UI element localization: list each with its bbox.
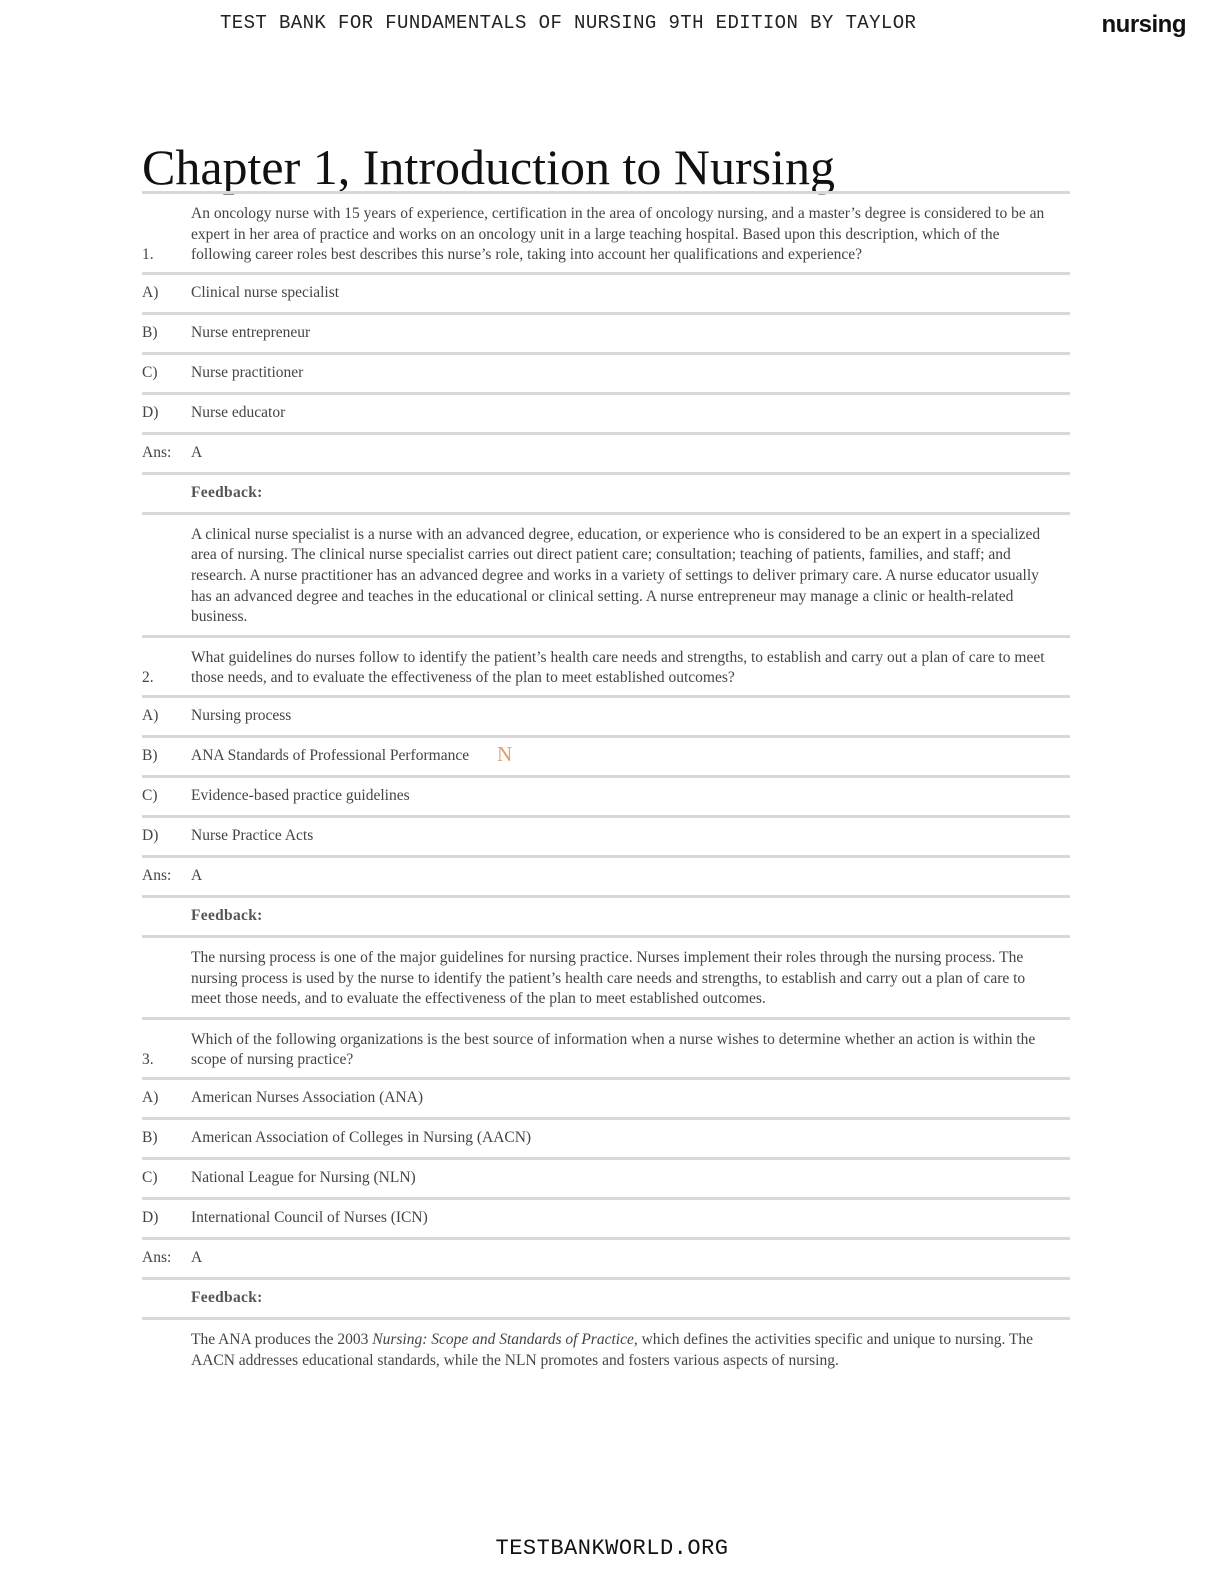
option-label: B) (142, 747, 158, 765)
feedback-text: A clinical nurse specialist is a nurse with an advanced degree, education, or experience who is considered to be an expert in a specialized area of nursing. The clinical nurse specialist carries out direct patient care; consultation; teaching of patients, families, and staff; and research. A nurse practitioner has an advanced degree and works in a variety of settings to deliver primary care. A nurse educator usually has an advanced degree and teaches in the educational or clinical setting. A nurse entrepreneur may manage a clinic or health-related business. (191, 525, 1041, 626)
header-brand: nursing (1101, 11, 1186, 38)
question-number: 2. (142, 669, 154, 687)
page-header (0, 12, 1224, 38)
chapter-title: Chapter 1, Introduction to Nursing (142, 139, 835, 195)
answer-row (142, 435, 1070, 475)
footer-site: TESTBANKWORLD.ORG (495, 1536, 729, 1561)
feedback-row (142, 938, 1070, 1020)
feedback-heading-row (142, 1280, 1070, 1320)
option-label: D) (142, 1209, 159, 1227)
feedback-heading-row (142, 898, 1070, 938)
question-1 (142, 194, 1070, 275)
option-label: C) (142, 787, 158, 805)
option-b (142, 738, 1070, 778)
option-a (142, 698, 1070, 738)
option-text: American Association of Colleges in Nursing (AACN) (191, 1129, 532, 1147)
question-text: What guidelines do nurses follow to identify the patient’s health care needs and strengths, to establish and carry out a plan of care to meet those needs, and to evaluate the effectiveness of the plan to meet established outcomes? (191, 648, 1045, 687)
option-text: International Council of Nurses (ICN) (191, 1209, 428, 1227)
option-label: C) (142, 363, 158, 381)
answer-row (142, 858, 1070, 898)
option-label: A) (142, 707, 159, 725)
question-list (142, 191, 1070, 1378)
answer-label: Ans: (142, 867, 172, 885)
header-title: TEST BANK FOR FUNDAMENTALS OF NURSING 9TH EDITION BY TAYLOR (220, 12, 917, 34)
feedback-heading: Feedback: (191, 907, 263, 925)
option-d (142, 818, 1070, 858)
question-text: Which of the following organizations is the best source of information when a nurse wishes to determine whether an action is within the scope of nursing practice? (191, 1030, 1036, 1069)
option-a (142, 1080, 1070, 1120)
answer-row (142, 1240, 1070, 1280)
option-label: A) (142, 283, 159, 301)
publication-title: Nursing: Scope and Standards of Practice (372, 1330, 634, 1348)
option-label: C) (142, 1169, 158, 1187)
option-text: National League for Nursing (NLN) (191, 1169, 416, 1187)
answer-label: Ans: (142, 1249, 172, 1267)
question-number: 1. (142, 246, 154, 264)
option-d (142, 395, 1070, 435)
option-text: American Nurses Association (ANA) (191, 1089, 424, 1107)
feedback-text (191, 1330, 1070, 1371)
option-text: Nursing process (191, 707, 292, 725)
feedback-text-end: , which defines the activities specific and unique to nursing. The AACN addresses educational standards, while the NLN promotes and fosters various aspects of nursing. (191, 1330, 1034, 1369)
option-text: Nurse practitioner (191, 363, 304, 381)
answer-value: A (191, 1249, 203, 1267)
feedback-text: The nursing process is one of the major guidelines for nursing practice. Nurses implement their roles through the nursing process. The nursing process is used by the nurse to identify the patient’s health care needs and strengths, to establish and carry out a plan of care to meet those needs, and to evaluate the effectiveness of the plan to meet established outcomes. (191, 948, 1026, 1008)
option-label: D) (142, 403, 159, 421)
question-2 (142, 638, 1070, 698)
question-number: 3. (142, 1051, 154, 1069)
option-text: Nurse Practice Acts (191, 827, 314, 845)
option-c (142, 1160, 1070, 1200)
option-text: Clinical nurse specialist (191, 283, 340, 301)
feedback-text-start: The ANA produces the 2003 (191, 1330, 373, 1348)
answer-value: A (191, 867, 203, 885)
answer-value: A (191, 443, 203, 461)
option-text: Nurse educator (191, 403, 286, 421)
watermark-glyph: N (497, 741, 513, 766)
feedback-heading-row (142, 475, 1070, 515)
option-label: B) (142, 323, 158, 341)
option-a (142, 275, 1070, 315)
option-label: D) (142, 827, 159, 845)
option-b (142, 315, 1070, 355)
answer-label: Ans: (142, 443, 172, 461)
option-label: B) (142, 1129, 158, 1147)
feedback-heading: Feedback: (191, 1289, 263, 1307)
option-c (142, 355, 1070, 395)
option-text: Evidence-based practice guidelines (191, 787, 410, 805)
option-c (142, 778, 1070, 818)
feedback-heading: Feedback: (191, 483, 263, 501)
option-text: ANA Standards of Professional Performance (191, 747, 470, 765)
question-text: An oncology nurse with 15 years of experience, certification in the area of oncology nursing, and a master’s degree is considered to be an expert in her area of practice and works on an oncology unit in a large teaching hospital. Based upon this description, which of the following career roles best describes this nurse’s role, taking into account her qualifications and experience? (191, 205, 1045, 264)
feedback-row (142, 515, 1070, 638)
option-text: Nurse entrepreneur (191, 323, 311, 341)
option-b (142, 1120, 1070, 1160)
question-3 (142, 1020, 1070, 1080)
option-label: A) (142, 1089, 159, 1107)
feedback-row (142, 1320, 1070, 1378)
option-d (142, 1200, 1070, 1240)
